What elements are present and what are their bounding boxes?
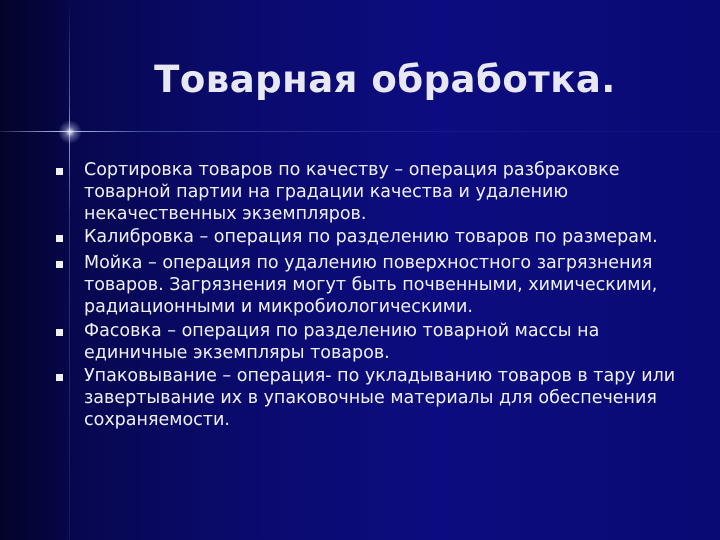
square-bullet-icon — [56, 160, 84, 184]
bullet-text: Фасовка – операция по разделению товарной массы на единичные экземпляры товаров. — [84, 320, 600, 363]
bullet-item-calibration — [56, 227, 676, 251]
sparkle-icon — [58, 120, 82, 144]
bullet-text: Упаковывание – операция- по укладыванию товаров в тару или завертывание их в упаковочные материалы для обеспечения сохраняемости. — [84, 366, 676, 430]
square-bullet-icon — [56, 227, 84, 251]
bullet-text: Мойка – операция по удалению поверхностного загрязнения товаров. Загрязнения могут быть почвенными, химическими, радиационными и микробиологическими. — [84, 253, 658, 317]
bullet-item-packing — [56, 321, 676, 365]
bullet-list — [56, 160, 676, 434]
bullet-item-washing — [56, 253, 676, 318]
square-bullet-icon — [56, 366, 84, 390]
bullet-text: Калибровка – операция по разделению товаров по размерам. — [84, 227, 658, 248]
bullet-item-wrapping — [56, 366, 676, 431]
bullet-text: Сортировка товаров по качеству – операция разбраковке товарной партии на градации качества и удалению некачественных экземпляров. — [84, 160, 620, 224]
square-bullet-icon — [56, 321, 84, 345]
horizontal-accent-line — [0, 131, 720, 132]
square-bullet-icon — [56, 253, 84, 277]
bullet-item-sorting — [56, 160, 676, 225]
slide-title: Товарная обработка. — [154, 58, 616, 101]
